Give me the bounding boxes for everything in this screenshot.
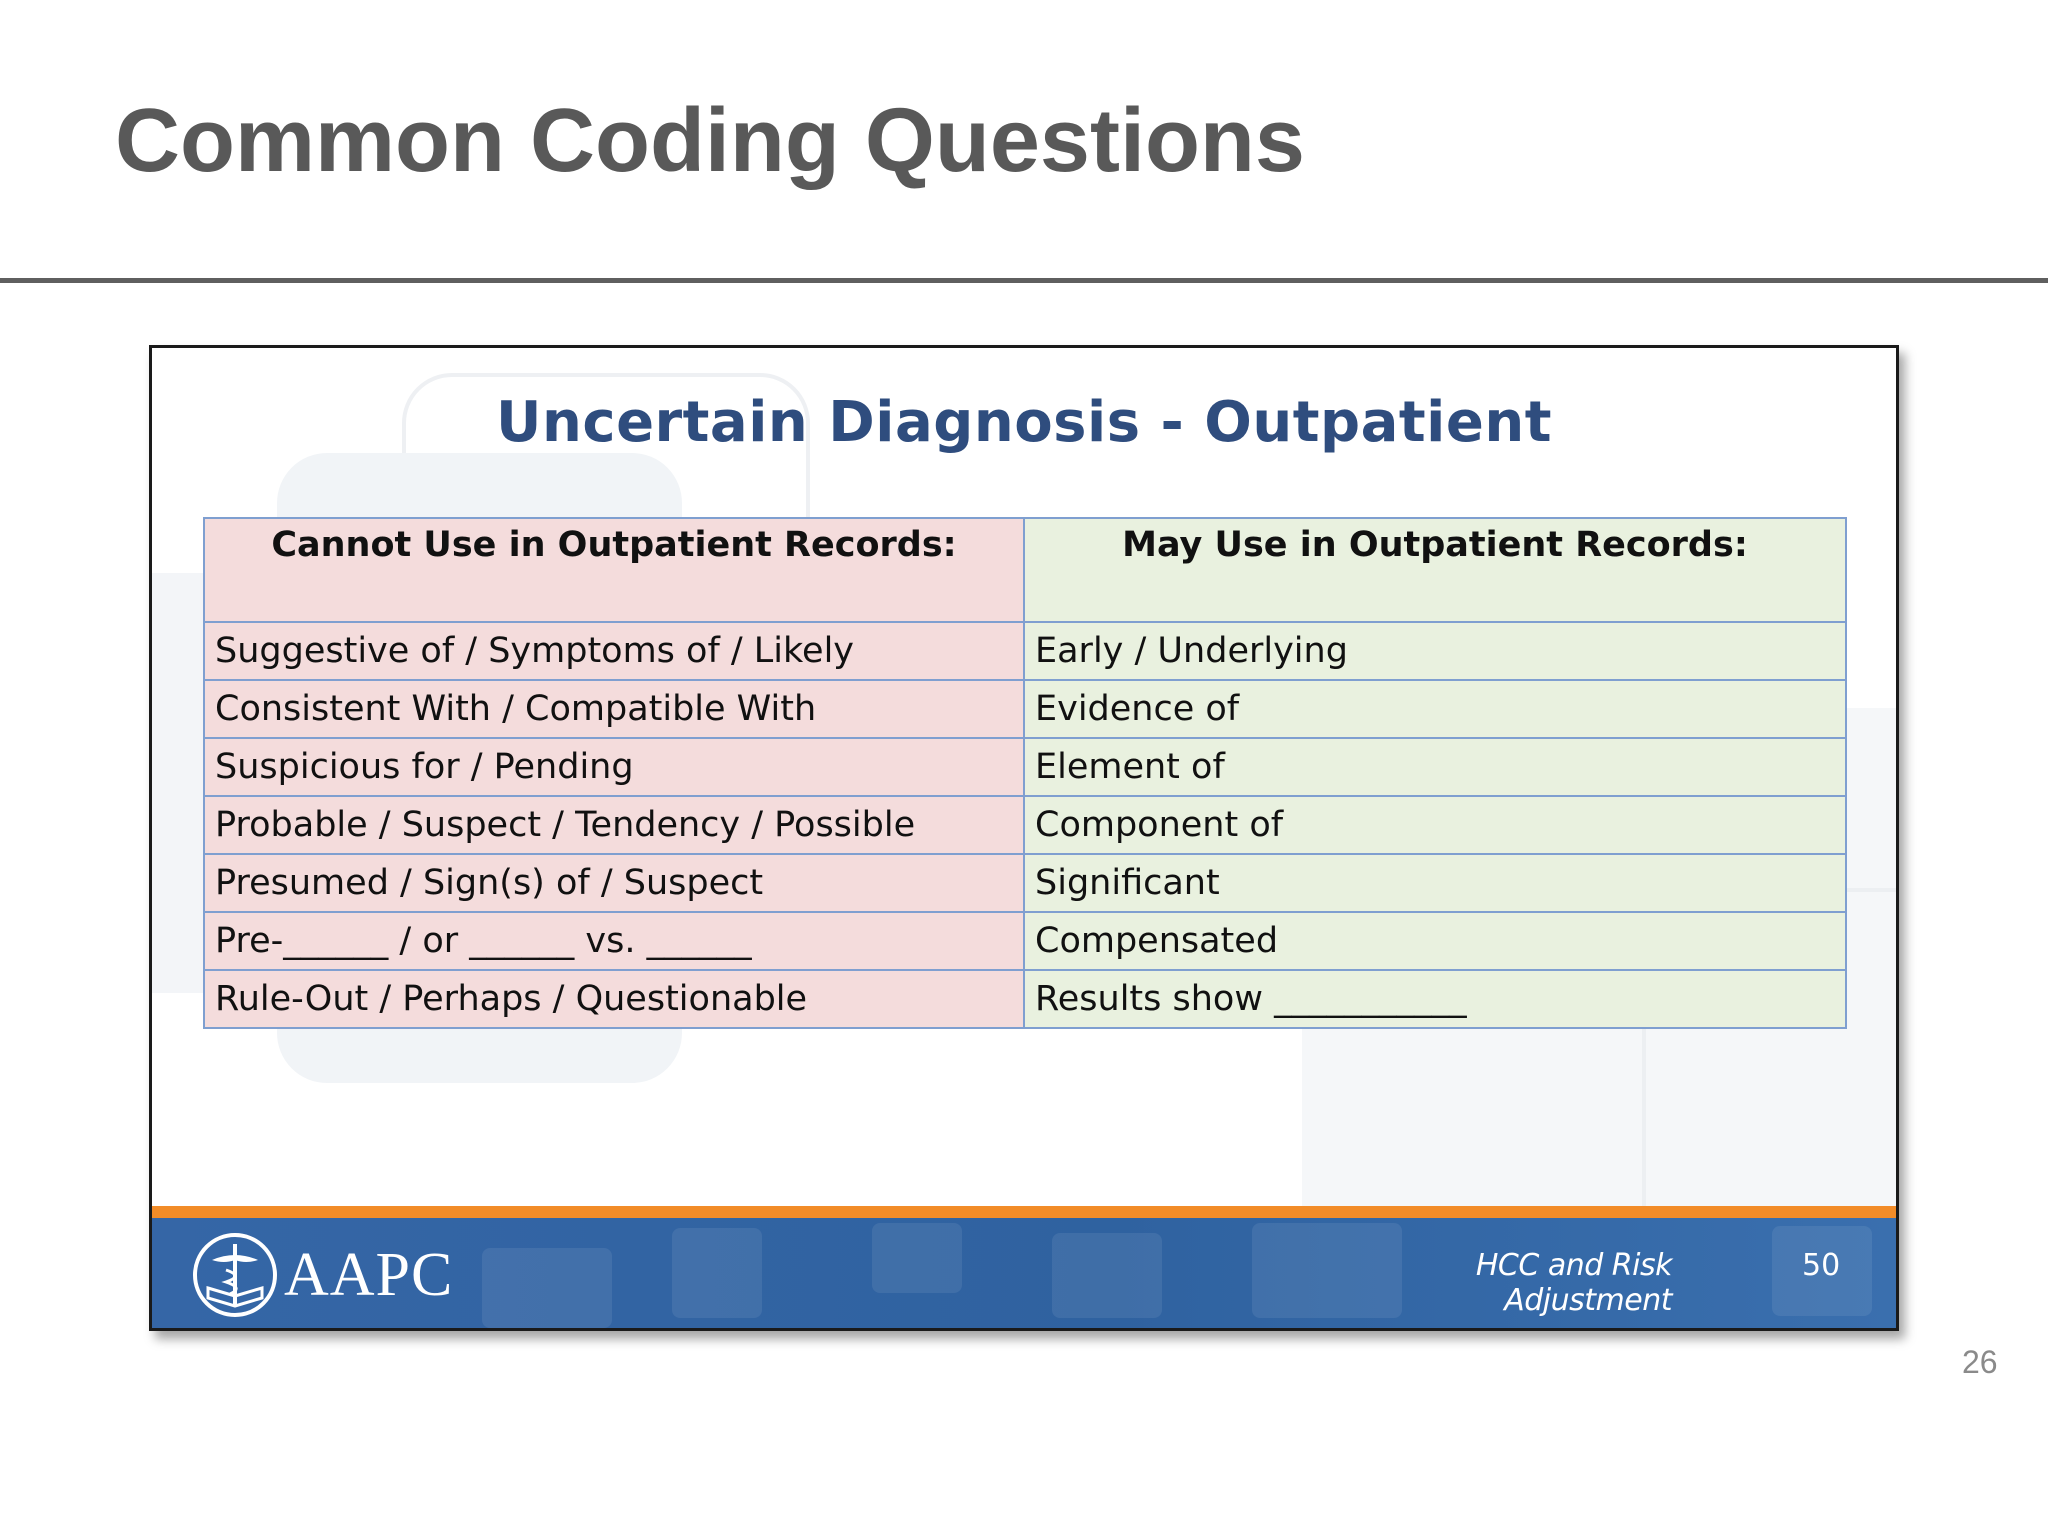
footer-decoration bbox=[672, 1228, 762, 1318]
cannot-use-cell: Probable / Suspect / Tendency / Possible bbox=[204, 796, 1024, 854]
cannot-use-cell: Presumed / Sign(s) of / Suspect bbox=[204, 854, 1024, 912]
caduceus-book-emblem-icon bbox=[190, 1230, 280, 1320]
table-header-row bbox=[204, 518, 1846, 622]
table-row bbox=[204, 854, 1846, 912]
may-use-cell: Evidence of bbox=[1024, 680, 1846, 738]
footer-decoration bbox=[482, 1248, 612, 1328]
table-row bbox=[204, 622, 1846, 680]
slide-footer bbox=[152, 1218, 1896, 1328]
table-row bbox=[204, 970, 1846, 1028]
table-row bbox=[204, 680, 1846, 738]
cannot-use-cell: Pre-______ / or ______ vs. ______ bbox=[204, 912, 1024, 970]
may-use-cell: Element of bbox=[1024, 738, 1846, 796]
logo-text: AAPC bbox=[284, 1240, 454, 1309]
table-row bbox=[204, 738, 1846, 796]
page-title: Common Coding Questions bbox=[115, 91, 1305, 191]
may-use-cell: Results show ___________ bbox=[1024, 970, 1846, 1028]
slide-number: 50 bbox=[1802, 1248, 1841, 1283]
may-use-cell: Early / Underlying bbox=[1024, 622, 1846, 680]
footer-decoration bbox=[1252, 1223, 1402, 1318]
footer-decoration bbox=[1052, 1233, 1162, 1318]
page-number: 26 bbox=[1962, 1344, 1998, 1380]
footer-accent-stripe bbox=[152, 1206, 1896, 1218]
cannot-use-cell: Suggestive of / Symptoms of / Likely bbox=[204, 622, 1024, 680]
cannot-use-cell: Consistent With / Compatible With bbox=[204, 680, 1024, 738]
aapc-logo bbox=[190, 1230, 453, 1320]
course-title: HCC and Risk Adjustment bbox=[1475, 1248, 1672, 1318]
footer-decoration bbox=[872, 1223, 962, 1293]
table-row bbox=[204, 912, 1846, 970]
table-row bbox=[204, 796, 1846, 854]
header-may-use: May Use in Outpatient Records: bbox=[1024, 518, 1846, 622]
cannot-use-cell: Rule-Out / Perhaps / Questionable bbox=[204, 970, 1024, 1028]
cannot-use-cell: Suspicious for / Pending bbox=[204, 738, 1024, 796]
uncertain-diagnosis-table bbox=[203, 517, 1847, 1029]
may-use-cell: Component of bbox=[1024, 796, 1846, 854]
title-divider bbox=[0, 278, 2048, 283]
may-use-cell: Compensated bbox=[1024, 912, 1846, 970]
slide-heading: Uncertain Diagnosis - Outpatient bbox=[496, 390, 1552, 455]
may-use-cell: Significant bbox=[1024, 854, 1846, 912]
header-cannot-use: Cannot Use in Outpatient Records: bbox=[204, 518, 1024, 622]
embedded-slide bbox=[149, 345, 1899, 1331]
